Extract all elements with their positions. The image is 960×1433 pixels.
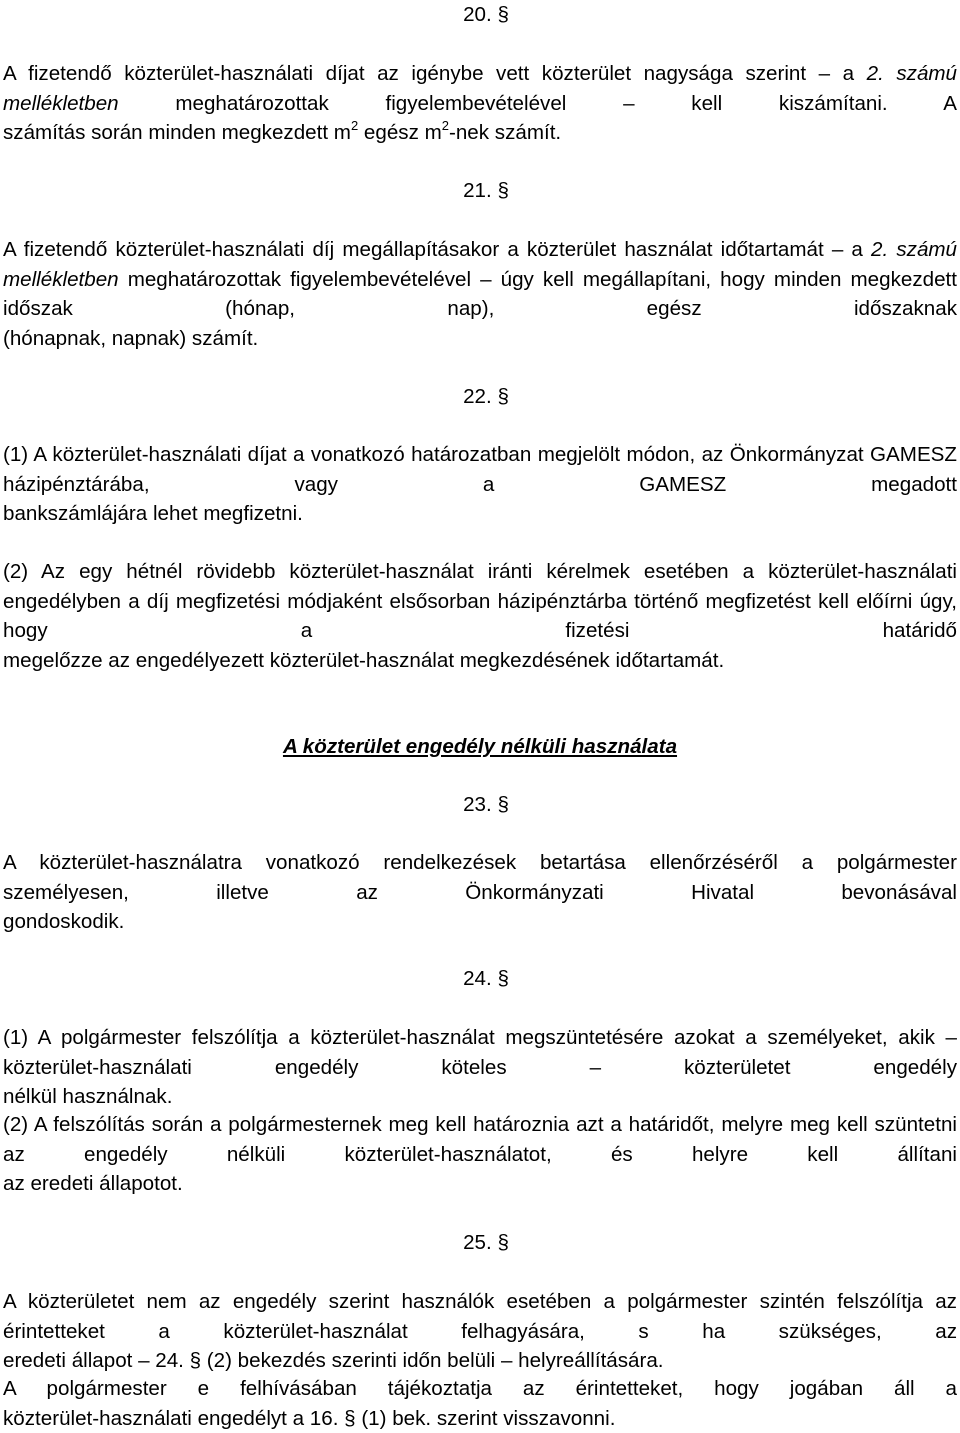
section-number-23: 23. § — [463, 793, 509, 816]
section-25-para-2: A polgármester e felhívásában tájékoztatja az érintetteket, hogy jogában áll a közterület-használati engedélyt a 16. § (1) bek. szerint visszavonni. — [3, 1377, 957, 1430]
section-24-para-1: (1) A polgármester felszólítja a közterület-használat megszüntetésére azokat a személyeket, akik – közterület-használati engedély köteles – közterületet engedély nélkül használnak. — [3, 1026, 957, 1108]
s20-line3: számítás során minden megkezdett $m^2$ egész $m^2$-nek számít. — [3, 118, 562, 144]
annex-reference: 2. számú mellékletben — [3, 62, 958, 115]
s21-line1: A fizetendő közterület-használati díj megállapításakor a közterület használat — [3, 238, 713, 261]
section-20-text — [3, 59, 957, 148]
s20-line1: A fizetendő közterület-használati díjat az igénybe vett közterület nagysága szerint – — [3, 62, 831, 85]
section-number-24: 24. § — [463, 967, 509, 990]
s20-line2: a 2. számú mellékletben meghatározottak figyelembevételével – kell kiszámítani. A — [3, 62, 958, 115]
section-22-para-2: (2) Az egy hétnél rövidebb közterület-használat iránti kérelmek esetében a közterület-használati engedélyben a díj megfizetési módjaként elsősorban házipénztárba történő megfizetést kell előírni úgy, hogy a fizetési határidő megelőzze az engedélyezett közterület-használat megkezdésének időtartamát. — [3, 560, 957, 672]
section-number-21: 21. § — [463, 179, 509, 202]
section-23-text: A közterület-használatra vonatkozó rendelkezések betartása ellenőrzéséről a polgármester személyesen, illetve az Önkormányzati Hivatal bevonásával gondoskodik. — [3, 851, 957, 933]
section-number-20: 20. § — [463, 3, 509, 26]
chapter-heading: A közterület engedély nélküli használata — [282, 735, 678, 758]
section-number-22: 22. § — [463, 385, 509, 408]
s21-line3: kell megállapítani, hogy minden megkezdett időszak (hónap, nap), egész időszaknak — [3, 267, 957, 320]
section-21-text — [3, 235, 957, 353]
section-25-para-1: A közterületet nem az engedély szerint használók esetében a polgármester szintén felszólítja az érintetteket a közterület-használat felhagyására, s ha szükséges, az eredeti állapot – 24. § (2) bekezdés szerinti időn belüli – helyreállítására. — [3, 1290, 957, 1372]
section-number-25: 25. § — [463, 1231, 509, 1254]
section-22-para-1: (1) A közterület-használati díjat a vonatkozó határozatban megjelölt módon, az Önkormányzat GAMESZ házipénztárába, vagy a GAMESZ megadott bankszámlájára lehet megfizetni. — [3, 443, 957, 525]
s21-line4: (hónapnak, napnak) számít. — [3, 326, 259, 350]
s21-line2: időtartamát – a 2. számú mellékletben meghatározottak figyelembevételével – úgy — [3, 238, 958, 291]
annex-reference: 2. számú mellékletben — [3, 238, 958, 291]
section-24-para-2: (2) A felszólítás során a polgármesternek meg kell határoznia azt a határidőt, melyre meg kell szüntetni az engedély nélküli közterület-használatot, és helyre kell állítani az eredeti állapotot. — [3, 1113, 957, 1195]
